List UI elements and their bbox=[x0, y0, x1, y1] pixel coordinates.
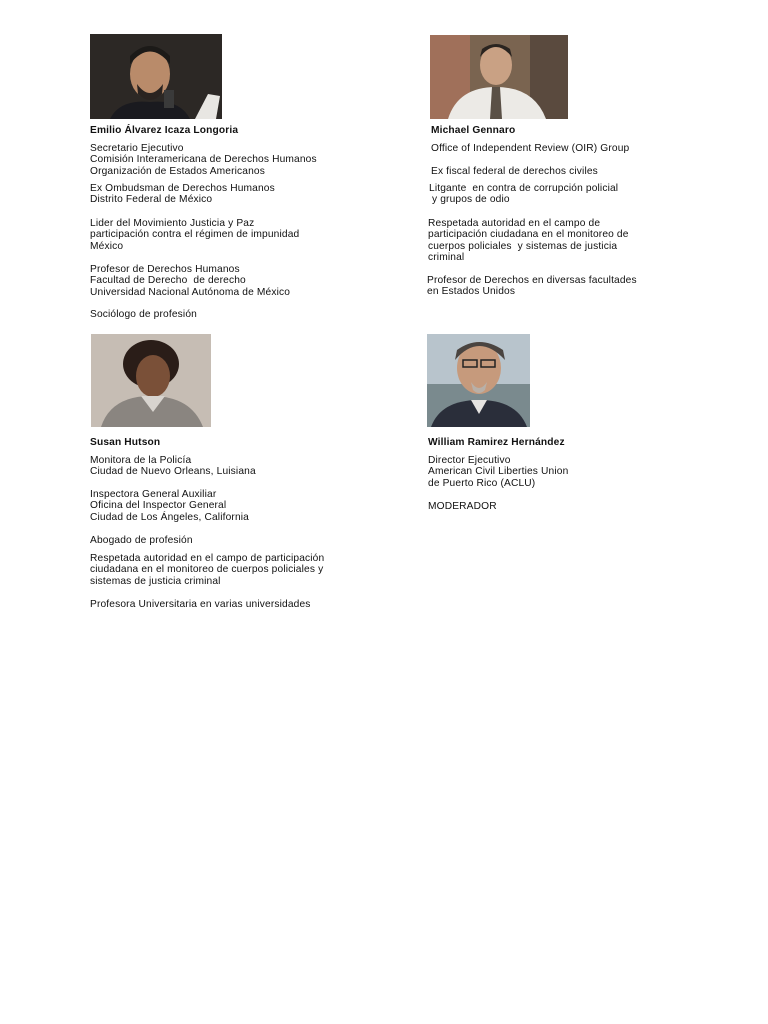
bio-line: Litgante en contra de corrupción policial bbox=[429, 183, 619, 194]
bio-line: Universidad Nacional Autónoma de México bbox=[90, 286, 291, 298]
bio-line: de Puerto Rico (ACLU) bbox=[428, 477, 536, 489]
bio-line: Oficina del Inspector General bbox=[90, 500, 227, 512]
bio-line: participación ciudadana en el monitoreo de bbox=[428, 229, 629, 241]
bio-line: México bbox=[90, 240, 124, 252]
bio-block bbox=[90, 553, 324, 587]
bio-block bbox=[90, 535, 193, 546]
bio-block bbox=[90, 143, 317, 177]
bio-line: Secretario Ejecutivo bbox=[90, 143, 184, 154]
bio-line: Profesor de Derechos Humanos bbox=[90, 264, 240, 275]
bio-line: American Civil Liberties Union bbox=[428, 466, 569, 478]
bio-block bbox=[431, 143, 629, 154]
bio-block bbox=[428, 501, 497, 512]
bio-line: Profesora Universitaria en varias universidades bbox=[90, 599, 311, 610]
bio-line: Comisión Interamericana de Derechos Humanos bbox=[90, 154, 317, 166]
bio-line: en Estados Unidos bbox=[427, 286, 516, 298]
bio-line: ciudadana en el monitoreo de cuerpos policiales y bbox=[90, 564, 324, 576]
bio-block bbox=[428, 455, 568, 489]
bio-line: Office of Independent Review (OIR) Group bbox=[431, 143, 630, 154]
bio-line: Facultad de Derecho de derecho bbox=[90, 275, 246, 287]
bio-line: Distrito Federal de México bbox=[90, 194, 213, 206]
bio-block bbox=[90, 183, 275, 206]
photo-susan-hutson bbox=[91, 334, 211, 427]
bio-line: Abogado de profesión bbox=[90, 535, 193, 546]
moderator-label: MODERADOR bbox=[428, 501, 497, 512]
bio-line: Monitora de la Policía bbox=[90, 455, 192, 466]
bio-line: Sociólogo de profesión bbox=[90, 309, 197, 320]
bio-block bbox=[90, 455, 256, 478]
bio-line: Ex Ombudsman de Derechos Humanos bbox=[90, 183, 275, 194]
person-name: Emilio Álvarez Icaza Longoria bbox=[90, 125, 239, 136]
bio-line: Lider del Movimiento Justicia y Paz bbox=[90, 218, 255, 229]
bio-line: Director Ejecutivo bbox=[428, 455, 511, 466]
bio-block bbox=[428, 218, 629, 264]
person-name: Susan Hutson bbox=[90, 437, 161, 448]
bio-line: Ciudad de Nuevo Orleans, Luisiana bbox=[90, 466, 256, 478]
bio-line: y grupos de odio bbox=[429, 194, 510, 206]
photo-emilio-alvarez-icaza bbox=[90, 34, 222, 119]
photo-michael-gennaro bbox=[430, 35, 568, 119]
bio-block bbox=[90, 489, 249, 523]
bio-line: participación contra el régimen de impunidad bbox=[90, 229, 300, 241]
bio-line: Organización de Estados Americanos bbox=[90, 165, 265, 177]
bio-block bbox=[429, 183, 618, 206]
bio-line: criminal bbox=[428, 252, 465, 264]
bio-line: Inspectora General Auxiliar bbox=[90, 489, 217, 500]
photo-william-ramirez-hernandez bbox=[427, 334, 530, 427]
bio-line: Ciudad de Los Ángeles, California bbox=[90, 511, 249, 523]
bio-block bbox=[431, 166, 598, 177]
bio-line: Profesor de Derechos en diversas facultades bbox=[427, 275, 637, 286]
bio-line: Respetada autoridad en el campo de participación bbox=[90, 553, 325, 564]
bio-line: sistemas de justicia criminal bbox=[90, 575, 221, 587]
bio-line: cuerpos policiales y sistemas de justicia bbox=[428, 240, 618, 252]
bio-line: Ex fiscal federal de derechos civiles bbox=[431, 166, 598, 177]
bio-block bbox=[90, 218, 299, 252]
person-name: William Ramirez Hernández bbox=[428, 437, 565, 448]
bio-line: Respetada autoridad en el campo de bbox=[428, 218, 601, 229]
bio-block bbox=[90, 599, 311, 610]
person-name: Michael Gennaro bbox=[431, 125, 516, 136]
bio-block bbox=[90, 264, 290, 298]
bio-block bbox=[90, 309, 197, 320]
bio-block bbox=[427, 275, 637, 298]
